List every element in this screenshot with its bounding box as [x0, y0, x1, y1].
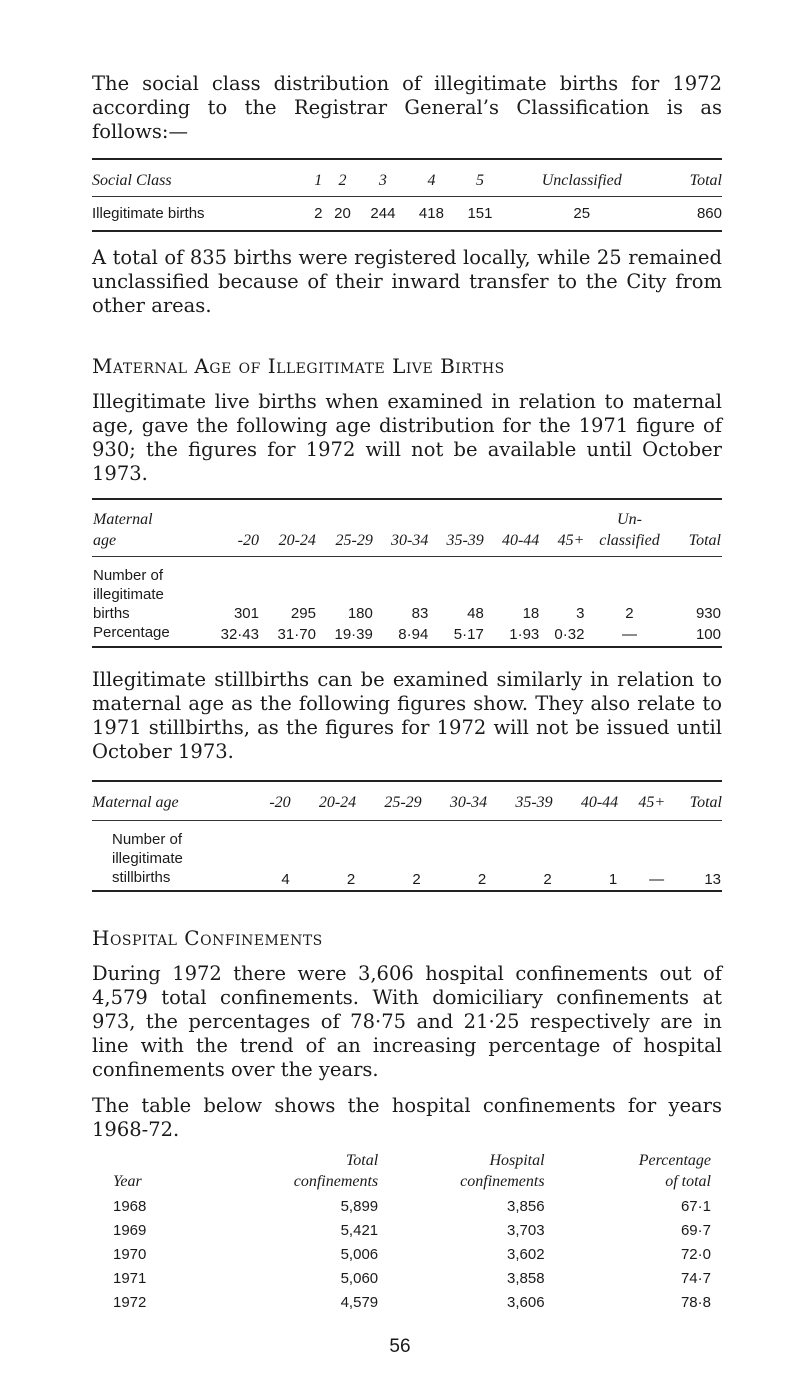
table-cell: 860 [696, 205, 722, 222]
table-cell: — [649, 870, 665, 888]
table-cell: 2 [477, 870, 487, 888]
table-cell: 0·32 [554, 626, 585, 643]
table-row [92, 197, 722, 232]
table-row [92, 604, 722, 623]
table-cell: — [621, 626, 637, 643]
year-header: Year [113, 1173, 142, 1190]
table-row [92, 557, 722, 586]
table-cell: 31·70 [277, 626, 316, 643]
total-header: Total [689, 172, 722, 189]
class-4-header: 4 [427, 172, 436, 189]
total-header: Total [689, 794, 722, 811]
table-cell: 5·17 [453, 626, 484, 643]
table-cell: 83 [411, 605, 429, 622]
row-spacer [203, 585, 722, 604]
total-confinements-header: confinements [293, 1172, 379, 1190]
hospital-cell: 3,602 [507, 1246, 545, 1263]
intro-paragraph: The social class distribution of illegitimate births for 1972 according to the Registrar General’s Classification is as follows:— [92, 72, 722, 143]
age-30-34-header: 30-34 [449, 794, 488, 811]
unclassified-header: Unclassified [541, 172, 622, 189]
total-cell: 4,579 [340, 1294, 379, 1311]
table-cell: 930 [695, 605, 721, 622]
hospital-confinements-header: Hospital [489, 1151, 545, 1169]
table-row [92, 821, 722, 850]
table-cell: 151 [467, 205, 493, 222]
hospital-paragraph: During 1972 there were 3,606 hospital confinements out of 4,579 total confinements. With domiciliary confinements at 973, the percentages of 78·75 and 21·25 respectively are in line with the trend of an increasing percentage of hospital confinements over the years. [92, 962, 722, 1081]
table-row [112, 1243, 712, 1267]
percentage-header: of total [665, 1172, 711, 1190]
age-20-24-header: 20-24 [318, 794, 357, 811]
table-cell: 295 [290, 605, 316, 622]
table-row [92, 585, 722, 604]
age-40-44-header: 40-44 [580, 794, 619, 811]
table-cell: 2 [314, 205, 323, 222]
row-label: Percentage [93, 624, 170, 641]
table-row [112, 1267, 712, 1291]
table-cell: 32·43 [220, 626, 259, 643]
table-cell: 19·39 [334, 626, 373, 643]
total-cell: 5,060 [340, 1270, 379, 1287]
year-cell: 1968 [113, 1198, 147, 1215]
row-label: Illegitimate births [92, 205, 205, 222]
table-cell: 2 [412, 870, 421, 888]
hospital-header-row-1 [112, 1150, 712, 1171]
total-cell: 5,006 [340, 1246, 379, 1263]
maternal-age-paragraph: Illegitimate live births when examined in relation to maternal age, gave the following age distribution for the 1971 figure of 930; the figures for 1972 will not be available until October 1973. [92, 390, 722, 485]
age-25-29-header: 25-29 [335, 531, 373, 549]
year-cell: 1972 [113, 1294, 147, 1311]
percentage-cell: 72·0 [680, 1246, 711, 1263]
age-30-34-header: 30-34 [391, 531, 429, 549]
table-cell: 13 [704, 870, 721, 888]
header-spacer [203, 499, 585, 530]
age-under-20-header: -20 [237, 531, 259, 549]
age-45-plus-header: 45+ [557, 531, 585, 549]
table-intro-paragraph: The table below shows the hospital confinements for years 1968-72. [92, 1094, 722, 1141]
total-cell: 5,421 [340, 1222, 379, 1239]
maternal-age-header: Maternal age [92, 794, 179, 811]
class-3-header: 3 [378, 172, 387, 189]
row-spacer [253, 821, 722, 850]
table-cell: 1 [608, 870, 618, 888]
social-class-header-row [92, 159, 722, 197]
hospital-cell: 3,858 [507, 1270, 545, 1287]
table-cell: 1·93 [509, 626, 540, 643]
stillbirths-header-row [92, 781, 722, 821]
table-row [112, 1195, 712, 1219]
total-paragraph: A total of 835 births were registered locally, while 25 remained unclassified because of their inward transfer to the City from other areas. [92, 246, 722, 317]
maternal-header: Maternal [93, 511, 153, 528]
hospital-table-body [112, 1195, 712, 1315]
table-cell: 180 [347, 605, 373, 622]
percentage-cell: 74·7 [680, 1270, 711, 1287]
year-cell: 1970 [113, 1246, 147, 1263]
row-label: illegitimate [93, 586, 164, 603]
table-cell: 2 [543, 870, 552, 888]
row-spacer [253, 849, 722, 868]
row-label: births [93, 605, 130, 622]
row-label: illegitimate [112, 850, 183, 867]
table-cell: 2 [346, 870, 356, 888]
class-2-header: 2 [338, 172, 347, 189]
hospital-cell: 3,703 [507, 1222, 545, 1239]
hospital-cell: 3,856 [507, 1198, 545, 1215]
table-cell: 418 [418, 205, 444, 222]
age-35-39-header: 35-39 [515, 794, 553, 811]
class-5-header: 5 [475, 172, 484, 189]
age-45-plus-header: 45+ [638, 794, 666, 811]
class-1-header: 1 [314, 172, 323, 189]
row-label: Number of [112, 831, 183, 848]
hospital-header-row-2 [112, 1171, 712, 1195]
table-cell: 2 [625, 605, 634, 622]
hospital-confinements-header: confinements [460, 1172, 545, 1190]
table-row [112, 1291, 712, 1315]
total-confinements-header: Total [345, 1152, 379, 1169]
age-35-39-header: 35-39 [446, 531, 484, 549]
live-births-header-row-2 [92, 530, 722, 557]
table-row [112, 1219, 712, 1243]
live-births-table [92, 498, 722, 648]
table-cell: 4 [281, 870, 290, 888]
document-page [92, 72, 722, 1315]
row-label: Number of [93, 567, 164, 584]
year-cell: 1969 [113, 1222, 147, 1239]
header-spacer [112, 1150, 213, 1171]
table-cell: 100 [695, 626, 721, 643]
un-header: Un- [617, 511, 642, 528]
percentage-cell: 69·7 [680, 1222, 711, 1239]
social-class-header: Social Class [92, 172, 172, 189]
percentage-cell: 78·8 [680, 1294, 711, 1311]
table-cell: 8·94 [398, 626, 429, 643]
classified-header: classified [599, 531, 660, 549]
table-cell: 48 [467, 605, 484, 622]
table-cell: 20 [334, 205, 351, 222]
header-spacer [674, 499, 723, 530]
page-number: 56 [389, 1336, 411, 1357]
percentage-cell: 67·1 [680, 1198, 711, 1215]
live-births-header-row-1 [92, 499, 722, 530]
row-spacer [203, 557, 722, 586]
table-cell: 3 [576, 605, 585, 622]
table-row [92, 623, 722, 647]
table-row [92, 868, 722, 891]
table-row [92, 849, 722, 868]
age-header: age [93, 532, 117, 549]
year-cell: 1971 [113, 1270, 147, 1287]
table-cell: 244 [370, 205, 396, 222]
table-cell: 18 [522, 605, 540, 622]
stillbirths-table [92, 780, 722, 892]
hospital-confinements-table [112, 1150, 712, 1315]
percentage-header: Percentage [638, 1151, 711, 1169]
total-header: Total [688, 531, 721, 549]
hospital-cell: 3,606 [507, 1294, 545, 1311]
age-40-44-header: 40-44 [501, 531, 540, 549]
hospital-confinements-heading: Hospital Confinements [92, 926, 323, 950]
table-cell: 301 [233, 605, 259, 622]
row-label: stillbirths [112, 869, 171, 886]
maternal-age-heading: Maternal Age of Illegitimate Live Births [92, 354, 505, 378]
stillbirth-paragraph: Illegitimate stillbirths can be examined similarly in relation to maternal age as the following figures show. They also relate to 1971 stillbirths, as the figures for 1972 will not be issued until October 1973. [92, 668, 722, 763]
social-class-table [92, 158, 722, 232]
age-25-29-header: 25-29 [384, 794, 422, 811]
age-20-24-header: 20-24 [278, 531, 316, 549]
age-under-20-header: -20 [269, 794, 291, 811]
total-cell: 5,899 [340, 1198, 379, 1215]
table-cell: 25 [573, 205, 591, 222]
